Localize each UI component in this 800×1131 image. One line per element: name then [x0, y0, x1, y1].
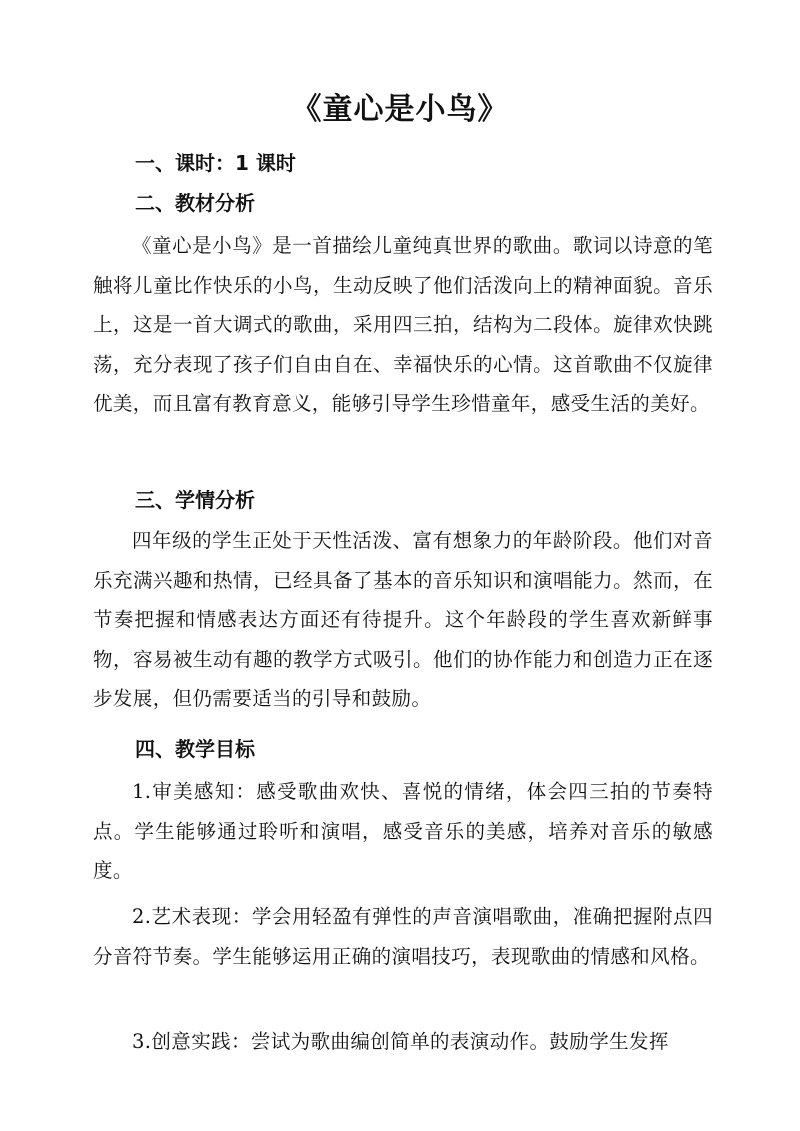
- material-analysis-paragraph: 《童心是小鸟》是一首描绘儿童纯真世界的歌曲。歌词以诗意的笔触将儿童比作快乐的小鸟，生动反映了他们活泼向上的精神面貌。音乐上，这是一首大调式的歌曲，采用四三拍，结构为二段体。旋律欢快跳荡，充分表现了孩子们自由自在、幸福快乐的心情。这首歌曲不仅旋律优美，而且富有教育意义，能够引导学生珍惜童年，感受生活的美好。: [93, 234, 713, 416]
- section-heading-hours: 一、课时：1 课时: [135, 151, 296, 175]
- document-title: 《童心是小鸟》: [291, 92, 509, 127]
- section-heading-material: 二、教材分析: [135, 191, 255, 215]
- section-heading-goals: 四、教学目标: [135, 737, 255, 761]
- goal-item-aesthetic: 1.审美感知：感受歌曲欢快、喜悦的情绪，体会四三拍的节奏特点。学生能够通过聆听和演唱，感受音乐的美感，培养对音乐的敏感度。: [93, 780, 713, 883]
- goal-item-creative: 3.创意实践：尝试为歌曲编创简单的表演动作。鼓励学生发挥: [132, 1030, 669, 1053]
- student-analysis-paragraph: 四年级的学生正处于天性活泼、富有想象力的年龄阶段。他们对音乐充满兴趣和热情，已经具备了基本的音乐知识和演唱能力。然而，在节奏把握和情感表达方面还有待提升。这个年龄段的学生喜欢新鲜事物，容易被生动有趣的教学方式吸引。他们的协作能力和创造力正在逐步发展，但仍需要适当的引导和鼓励。: [93, 529, 713, 711]
- section-heading-students: 三、学情分析: [135, 488, 255, 512]
- goal-item-artistic: 2.艺术表现：学会用轻盈有弹性的声音演唱歌曲，准确把握附点四分音符节奏。学生能够运用正确的演唱技巧，表现歌曲的情感和风格。: [93, 905, 713, 968]
